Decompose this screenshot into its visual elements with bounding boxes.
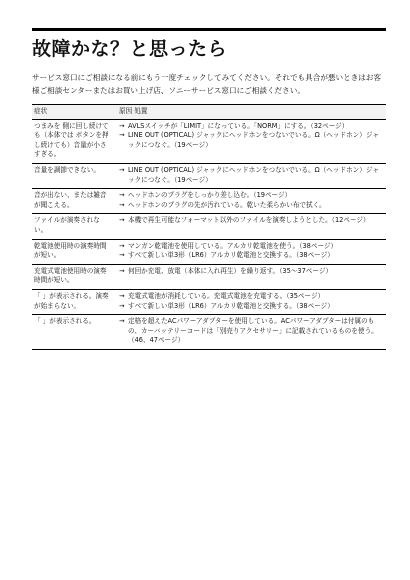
- arrow-right-icon: →: [119, 121, 125, 130]
- intro-paragraph: サービス窓口にご相談になる前にもう一度チェックしてみてください。それでも具合が悪いときはお客様ご相談センターまたはお買い上げ店、ソニーサービス窓口にご相談ください。: [32, 73, 382, 95]
- arrow-right-icon: →: [119, 301, 125, 310]
- symptom-cell: 乾電池使用時の演奏時間が短い。: [32, 239, 117, 264]
- cause-text: すべて新しい単3形（LR6）アルカリ乾電池と交換する。（38ページ）: [128, 251, 334, 260]
- cause-cell: [117, 214, 386, 239]
- cause-cell: [117, 119, 386, 163]
- page-title: 故障かな？と思ったら: [32, 38, 228, 60]
- arrow-right-icon: →: [119, 191, 125, 200]
- cause-cell: [117, 163, 386, 188]
- cause-text: LINE OUT (OPTICAL) ジャックにヘッドホンをつないでいる。Ω（ヘッドホン）ジャックにつなぐ。（19ページ）: [128, 165, 379, 184]
- table-row: [32, 315, 386, 350]
- arrow-right-icon: →: [119, 200, 125, 209]
- header-cause: 原因 処置: [117, 105, 386, 120]
- table-row: [32, 163, 386, 188]
- arrow-right-icon: →: [119, 266, 125, 275]
- arrow-right-icon: →: [119, 241, 125, 250]
- arrow-right-icon: →: [119, 165, 125, 174]
- cause-item: [119, 191, 383, 201]
- symptom-cell: 音が出ない、または雑音が聞こえる。: [32, 189, 117, 214]
- arrow-right-icon: →: [119, 131, 125, 140]
- cause-item: [119, 166, 383, 185]
- cause-item: [119, 242, 383, 252]
- cause-text: ヘッドホンのプラグをしっかり差し込む。（19ページ）: [128, 191, 292, 200]
- table-row: [32, 189, 386, 214]
- top-rule: [32, 28, 386, 31]
- cause-item: [119, 216, 383, 226]
- arrow-right-icon: →: [119, 317, 125, 326]
- cause-item: [119, 201, 383, 211]
- symptom-cell: 「 」が表示される。: [32, 315, 117, 350]
- symptom-cell: つまみを 側に回し続けても（本体では ボタンを押し続けても）音量が小さすぎる。: [32, 119, 117, 163]
- cause-text: マンガン乾電池を使用している。アルカリ乾電池を使う。（38ページ）: [128, 241, 338, 250]
- page: [32, 28, 386, 350]
- table-row: [32, 289, 386, 314]
- cause-text: 本機で再生可能なフォーマット以外のファイルを演奏しようとした。（12ページ）: [128, 216, 370, 225]
- cause-cell: [117, 239, 386, 264]
- arrow-right-icon: →: [119, 251, 125, 260]
- cause-text: AVLSスイッチが「LIMIT」になっている。「NORM」にする。（32ページ）: [128, 121, 349, 130]
- table-row: [32, 214, 386, 239]
- table-header-row: [32, 105, 386, 120]
- troubleshooting-table: [32, 104, 386, 350]
- cause-item: [119, 317, 383, 346]
- cause-item: [119, 251, 383, 261]
- cause-text: すべて新しい単3形（LR6）アルカリ乾電池と交換する。（38ページ）: [128, 301, 334, 310]
- cause-text: 充電式電池が消耗している。充電式電池を充電する。（35ページ）: [128, 291, 325, 300]
- symptom-cell: ファイルが演奏されない。: [32, 214, 117, 239]
- arrow-right-icon: →: [119, 216, 125, 225]
- header-symptom: 症状: [32, 105, 117, 120]
- symptom-cell: 充電式電池使用時の演奏時間が短い。: [32, 264, 117, 289]
- cause-cell: [117, 264, 386, 289]
- cause-item: [119, 292, 383, 302]
- arrow-right-icon: →: [119, 291, 125, 300]
- cause-item: [119, 302, 383, 312]
- symptom-cell: 「 」が表示される。演奏が始まらない。: [32, 289, 117, 314]
- cause-item: [119, 131, 383, 150]
- cause-cell: [117, 315, 386, 350]
- cause-item: [119, 267, 383, 277]
- cause-text: 何回か充電、放電（本体に入れ再生）を繰り返す。（35〜37ページ）: [128, 266, 333, 275]
- cause-text: ヘッドホンのプラグの先が汚れている。乾いた柔らかい布で拭く。: [128, 200, 326, 209]
- table-row: [32, 119, 386, 163]
- table-row: [32, 264, 386, 289]
- cause-cell: [117, 189, 386, 214]
- cause-text: 定格を超えたACパワーアダプターを使用している。ACパワーアダプターは付属のもの、カーバッテリーコードは「別売りアクセサリー」に記載されているものを使う。（46、47ページ）: [128, 317, 378, 345]
- table-row: [32, 239, 386, 264]
- cause-text: LINE OUT (OPTICAL) ジャックにヘッドホンをつないでいる。Ω（ヘッドホン）ジャックにつなぐ。（19ページ）: [128, 131, 379, 149]
- cause-item: [119, 122, 383, 132]
- cause-cell: [117, 289, 386, 314]
- symptom-cell: 音量を調節できない。: [32, 163, 117, 188]
